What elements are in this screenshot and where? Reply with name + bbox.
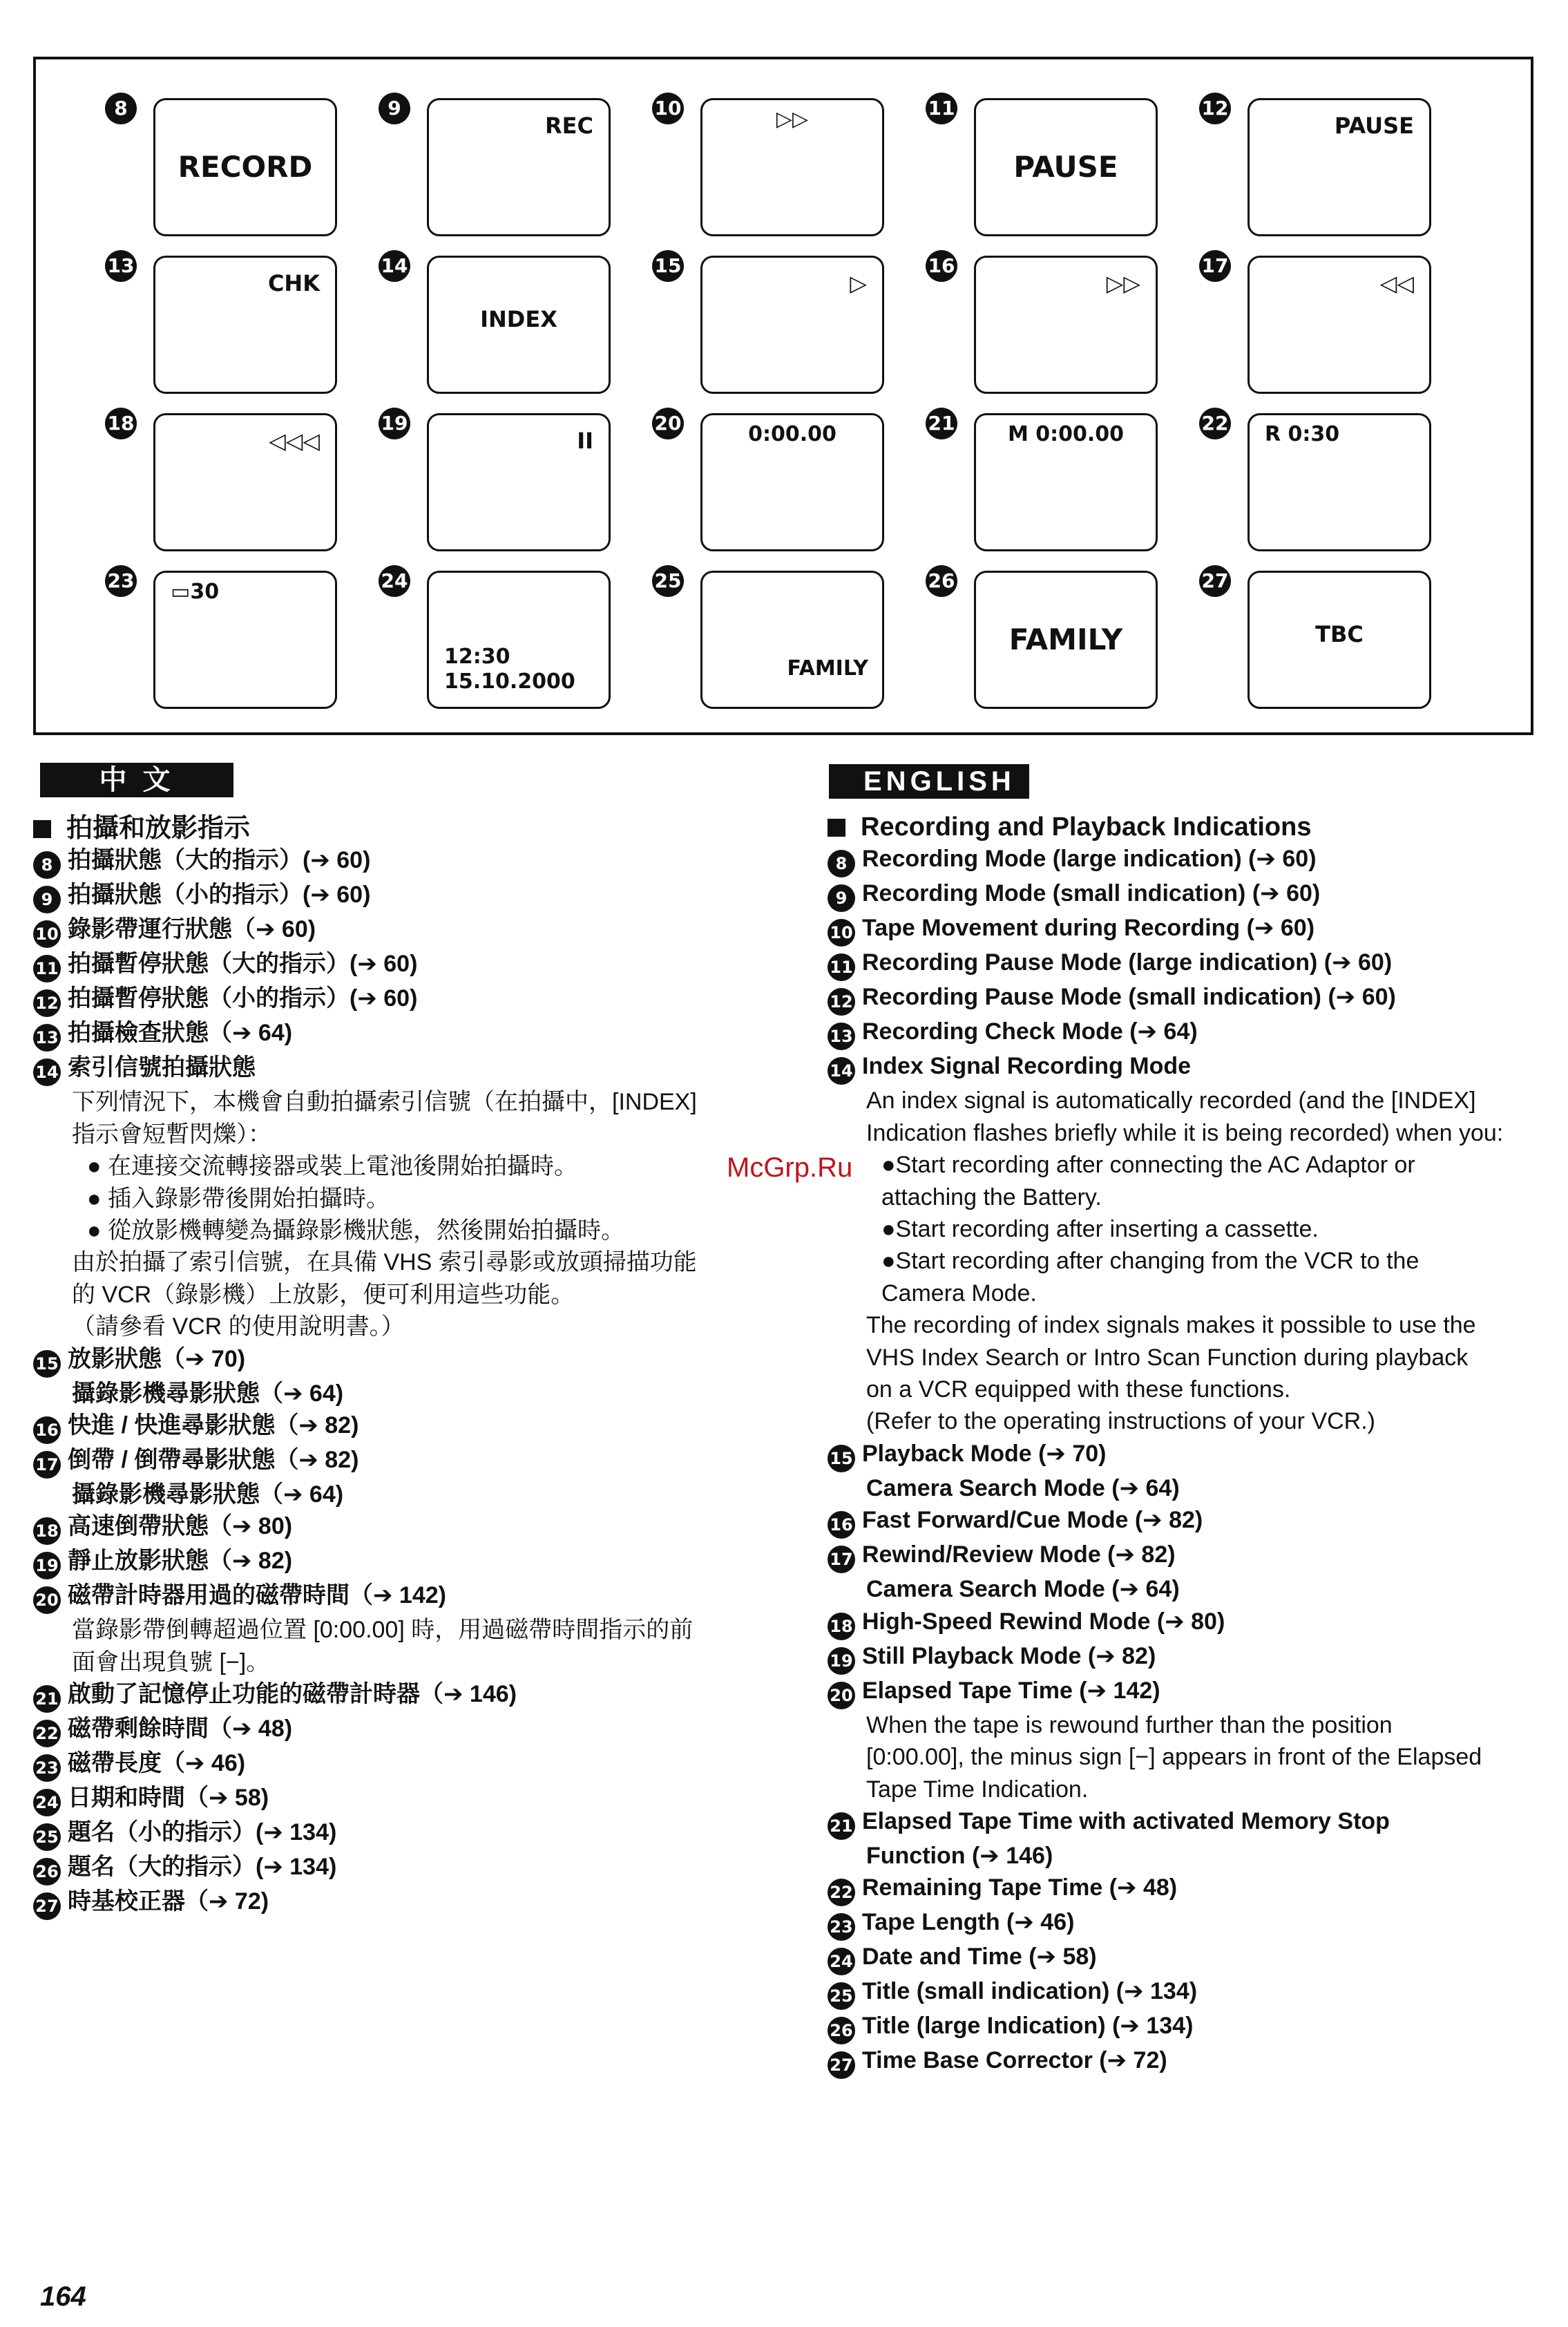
page-number: 164 <box>40 2281 86 2312</box>
indication-text: RECORD <box>178 150 313 184</box>
indication-number-badge: 19 <box>379 408 410 439</box>
item-text: 錄影帶運行狀態（➔ 60) <box>68 916 316 943</box>
viewfinder-screen <box>427 256 611 394</box>
viewfinder-screen <box>700 571 884 709</box>
indication-number-badge: 14 <box>379 250 410 282</box>
item-text: 索引信號拍攝狀態 <box>68 1054 256 1081</box>
numbered-item <box>33 1052 697 1086</box>
item-number-badge: 24 <box>33 1789 61 1816</box>
item-number-badge: 21 <box>828 1812 855 1840</box>
numbered-item <box>828 1539 1503 1573</box>
item-number-badge: 9 <box>33 886 61 913</box>
numbered-item <box>828 1050 1503 1085</box>
numbered-item <box>33 1851 697 1886</box>
item-number-badge: 24 <box>828 1948 855 1975</box>
viewfinder-screen <box>1247 413 1431 551</box>
description-line: The recording of index signals makes it possible to use the <box>866 1312 1476 1339</box>
indication-cell <box>654 379 934 538</box>
numbered-item <box>828 1438 1503 1472</box>
item-number-badge: 13 <box>828 1023 855 1050</box>
viewfinder-screen <box>974 571 1158 709</box>
watermark: McGrp.Ru <box>727 1152 853 1183</box>
description-line: An index signal is automatically recorded (and the [INDEX] <box>866 1087 1476 1114</box>
indication-number-badge: 10 <box>652 93 684 124</box>
indication-text: ▷ <box>850 270 867 296</box>
description-line: （請參看 VCR 的使用說明書。） <box>72 1313 405 1340</box>
bullet-item: ●Start recording after changing from the VCR to the <box>881 1248 1419 1275</box>
bullet-item: attaching the Battery. <box>881 1184 1102 1210</box>
description-line: 當錄影帶倒轉超過位置 [0:00.00] 時，用過磁帶時間指示的前 <box>72 1617 694 1644</box>
item-text: Playback Mode (➔ 70) <box>862 1440 1107 1467</box>
indication-number-badge: 8 <box>105 93 137 124</box>
item-number-badge: 22 <box>828 1879 855 1906</box>
numbered-item <box>33 1747 697 1782</box>
indication-number-badge: 27 <box>1199 565 1231 597</box>
indication-cell <box>1201 64 1481 222</box>
description-line: When the tape is rewound further than the position <box>866 1711 1393 1738</box>
viewfinder-screen <box>700 98 884 236</box>
numbered-item <box>33 1782 697 1816</box>
item-number-badge: 20 <box>828 1682 855 1709</box>
indication-number-badge: 11 <box>926 93 957 124</box>
numbered-item <box>33 913 697 948</box>
bullet-item: ●Start recording after connecting the AC Adaptor or <box>881 1152 1415 1179</box>
square-bullet-icon <box>828 819 845 837</box>
description-line: on a VCR equipped with these functions. <box>866 1376 1291 1403</box>
item-text: 快進 / 快進尋影狀態（➔ 82) <box>68 1412 359 1439</box>
bullet-item: Camera Mode. <box>881 1280 1037 1307</box>
item-text: Recording Check Mode (➔ 64) <box>862 1018 1198 1045</box>
indication-number-badge: 24 <box>379 565 410 597</box>
numbered-item <box>828 1016 1503 1050</box>
item-number-badge: 26 <box>828 2017 855 2044</box>
indication-cell <box>1201 536 1481 695</box>
numbered-item <box>828 1805 1503 1840</box>
numbered-item <box>828 1906 1503 1941</box>
item-text: 題名（小的指示）(➔ 134) <box>68 1819 337 1846</box>
indication-cell <box>928 64 1207 222</box>
english-section-title: Recording and Playback Indications <box>828 811 1503 843</box>
viewfinder-screen <box>700 413 884 551</box>
indication-text: ▷▷ <box>1106 270 1140 296</box>
item-text: 拍攝狀態（小的指示）(➔ 60) <box>68 882 371 909</box>
item-number-badge: 19 <box>33 1552 61 1579</box>
bullet-item: ● 在連接交流轉接器或裝上電池後開始拍攝時。 <box>87 1153 577 1180</box>
bullet-item: ● 插入錄影帶後開始拍攝時。 <box>87 1185 390 1212</box>
description-line: 面會出現負號 [−]。 <box>72 1649 270 1675</box>
numbered-item <box>33 1017 697 1052</box>
numbered-item <box>33 844 697 879</box>
indication-cell <box>107 379 387 538</box>
numbered-item <box>33 982 697 1017</box>
item-text: Title (small indication) (➔ 134) <box>862 1978 1198 2005</box>
item-text: 拍攝暫停狀態（大的指示）(➔ 60) <box>68 951 418 978</box>
numbered-item <box>828 1975 1503 2010</box>
item-number-badge: 13 <box>33 1024 61 1052</box>
indication-text: FAMILY <box>787 656 868 681</box>
numbered-item <box>828 1872 1503 1906</box>
description-line: 攝錄影機尋影狀態（➔ 64) <box>72 1481 344 1508</box>
item-text: Elapsed Tape Time with activated Memory Stop <box>862 1807 1390 1834</box>
viewfinder-screen <box>427 98 611 236</box>
chinese-section-title: 拍攝和放影指示 <box>33 813 697 844</box>
numbered-item <box>33 1409 697 1444</box>
numbered-item <box>33 1886 697 1920</box>
bullet-item: ●Start recording after inserting a cassette. <box>881 1216 1319 1243</box>
item-number-badge: 20 <box>33 1586 61 1614</box>
item-number-badge: 15 <box>33 1350 61 1378</box>
description-line: [0:00.00], the minus sign [−] appears in front of the Elapsed <box>866 1744 1482 1771</box>
indication-number-badge: 15 <box>652 250 684 282</box>
item-number-badge: 27 <box>828 2051 855 2079</box>
viewfinder-screen <box>700 256 884 394</box>
indication-number-badge: 25 <box>652 565 684 597</box>
item-text: 啟動了記憶停止功能的磁帶計時器（➔ 146) <box>68 1681 517 1708</box>
viewfinder-screen <box>427 571 611 709</box>
numbered-item <box>33 1713 697 1747</box>
item-number-badge: 18 <box>828 1613 855 1640</box>
item-text: Still Playback Mode (➔ 82) <box>862 1642 1156 1669</box>
viewfinder-screen <box>974 256 1158 394</box>
description-line: Tape Time Indication. <box>866 1776 1089 1803</box>
item-text: Fast Forward/Cue Mode (➔ 82) <box>862 1507 1203 1534</box>
numbered-item <box>33 879 697 913</box>
indication-number-badge: 17 <box>1199 250 1231 282</box>
numbered-item <box>828 912 1503 947</box>
item-number-badge: 11 <box>828 953 855 981</box>
indication-cell <box>654 536 934 695</box>
viewfinder-screen <box>974 98 1158 236</box>
indication-cell <box>654 64 934 222</box>
indication-text: 0:00.00 <box>748 422 836 446</box>
item-number-badge: 22 <box>33 1720 61 1747</box>
item-text: Time Base Corrector (➔ 72) <box>862 2047 1167 2074</box>
indication-number-badge: 16 <box>926 250 957 282</box>
indication-text: M 0:00.00 <box>1007 422 1125 446</box>
viewfinder-screen <box>1247 571 1431 709</box>
item-text: 拍攝暫停狀態（小的指示）(➔ 60) <box>68 985 418 1012</box>
item-text: Title (large Indication) (➔ 134) <box>862 2013 1194 2040</box>
item-number-badge: 10 <box>33 920 61 948</box>
numbered-item <box>828 1606 1503 1640</box>
item-number-badge: 25 <box>828 1982 855 2010</box>
indication-text: PAUSE <box>1334 113 1414 139</box>
numbered-item <box>828 981 1503 1016</box>
indication-text: CHK <box>267 270 320 296</box>
indication-number-badge: 21 <box>926 408 957 439</box>
numbered-item <box>33 1510 697 1545</box>
viewfinder-screen <box>153 98 337 236</box>
indication-text: PAUSE <box>1013 150 1118 184</box>
indication-text: TBC <box>1315 621 1364 647</box>
viewfinder-screen <box>1247 98 1431 236</box>
indication-cell <box>381 536 660 695</box>
numbered-item <box>33 1444 697 1479</box>
item-text: 靜止放影狀態（➔ 82) <box>68 1548 293 1575</box>
numbered-item <box>33 1579 697 1614</box>
item-text: Tape Movement during Recording (➔ 60) <box>862 915 1315 942</box>
viewfinder-screen <box>974 413 1158 551</box>
indication-number-badge: 12 <box>1199 93 1231 124</box>
item-number-badge: 11 <box>33 955 61 982</box>
description-line: 的 VCR（錄影機）上放影，便可利用這些功能。 <box>72 1281 575 1308</box>
square-bullet-icon <box>33 820 51 838</box>
item-number-badge: 8 <box>828 850 855 877</box>
item-number-badge: 23 <box>828 1913 855 1941</box>
item-text: 磁帶計時器用過的磁帶時間（➔ 142) <box>68 1582 446 1609</box>
item-number-badge: 8 <box>33 851 61 879</box>
indication-text: ▭30 <box>171 580 220 604</box>
indication-cell <box>384 64 660 222</box>
item-text: Recording Pause Mode (small indication) (➔ 60) <box>862 984 1396 1011</box>
indication-number-badge: 18 <box>105 408 137 439</box>
numbered-item <box>33 948 697 982</box>
indication-cell <box>107 221 387 380</box>
item-number-badge: 10 <box>828 919 855 947</box>
indication-number-badge: 20 <box>652 408 684 439</box>
item-number-badge: 19 <box>828 1647 855 1675</box>
item-text: 高速倒帶狀態（➔ 80) <box>68 1513 293 1540</box>
numbered-item <box>33 1678 697 1713</box>
numbered-item <box>828 947 1503 981</box>
item-text: 磁帶剩餘時間（➔ 48) <box>68 1716 293 1742</box>
item-number-badge: 18 <box>33 1517 61 1545</box>
item-text: Recording Mode (large indication) (➔ 60) <box>862 846 1317 873</box>
description-line: 指示會短暫閃爍）： <box>72 1121 271 1148</box>
item-text: Index Signal Recording Mode <box>862 1053 1192 1080</box>
item-text: Elapsed Tape Time (➔ 142) <box>862 1677 1160 1704</box>
indication-cell <box>381 221 660 380</box>
numbered-item <box>828 1504 1503 1539</box>
numbered-item <box>828 1675 1503 1709</box>
indication-cell <box>381 379 660 538</box>
indication-cell <box>654 221 934 380</box>
indication-cell <box>928 536 1207 695</box>
viewfinder-screen <box>153 256 337 394</box>
indication-text: FAMILY <box>1008 623 1123 656</box>
indication-text: R 0:30 <box>1265 422 1340 446</box>
indication-number-badge: 9 <box>379 93 410 124</box>
numbered-item <box>828 843 1503 877</box>
item-text: 日期和時間（➔ 58) <box>68 1785 269 1812</box>
numbered-item <box>828 2044 1503 2079</box>
numbered-item <box>33 1343 697 1378</box>
item-text: 放影狀態（➔ 70) <box>68 1345 246 1372</box>
indication-number-badge: 22 <box>1199 408 1231 439</box>
item-text: 題名（大的指示）(➔ 134) <box>68 1854 337 1881</box>
indication-cell <box>928 221 1207 380</box>
description-line: VHS Index Search or Intro Scan Function during playback <box>866 1344 1469 1371</box>
english-section-header: ENGLISH <box>829 764 1029 799</box>
item-text: 磁帶長度（➔ 46) <box>68 1750 246 1777</box>
item-number-badge: 17 <box>828 1546 855 1573</box>
viewfinder-screen <box>153 413 337 551</box>
chinese-column <box>33 813 697 1920</box>
indication-cell <box>107 536 387 695</box>
description-line: 由於拍攝了索引信號，在具備 VHS 索引尋影或放頭掃描功能 <box>72 1249 697 1276</box>
viewfinder-screen <box>153 571 337 709</box>
item-text: 拍攝檢查狀態（➔ 64) <box>68 1020 293 1047</box>
item-number-badge: 27 <box>33 1892 61 1920</box>
indication-text: ◁◁◁ <box>269 428 320 454</box>
description-line: 攝錄影機尋影狀態（➔ 64) <box>72 1380 344 1407</box>
indication-text: II <box>577 428 593 454</box>
item-text: 時基校正器（➔ 72) <box>68 1888 269 1915</box>
viewfinder-screen <box>1247 256 1431 394</box>
item-text: Tape Length (➔ 46) <box>862 1909 1075 1936</box>
description-line: Camera Search Mode (➔ 64) <box>866 1474 1180 1501</box>
item-number-badge: 26 <box>33 1858 61 1886</box>
numbered-item <box>828 1640 1503 1675</box>
indication-text: INDEX <box>480 306 557 332</box>
item-number-badge: 12 <box>828 988 855 1016</box>
item-number-badge: 16 <box>828 1511 855 1539</box>
item-number-badge: 9 <box>828 884 855 912</box>
item-number-badge: 21 <box>33 1685 61 1713</box>
item-number-badge: 17 <box>33 1451 61 1479</box>
indication-cell <box>928 379 1207 538</box>
item-number-badge: 16 <box>33 1416 61 1444</box>
viewfinder-screen <box>427 413 611 551</box>
bullet-item: ● 從放影機轉變為攝錄影機狀態，然後開始拍攝時。 <box>87 1217 624 1244</box>
indication-number-badge: 23 <box>105 565 137 597</box>
description-line: Indication flashes briefly while it is being recorded) when you: <box>866 1119 1504 1146</box>
indication-cell <box>111 64 387 222</box>
numbered-item <box>33 1816 697 1851</box>
description-line: 下列情況下，本機會自動拍攝索引信號（在拍攝中，[INDEX] <box>72 1089 697 1116</box>
indication-text: ◁◁ <box>1379 270 1414 296</box>
item-text: High-Speed Rewind Mode (➔ 80) <box>862 1608 1225 1635</box>
description-line: Camera Search Mode (➔ 64) <box>866 1576 1180 1603</box>
item-text: Recording Pause Mode (large indication) (➔ 60) <box>862 949 1393 976</box>
item-text: Remaining Tape Time (➔ 48) <box>862 1874 1178 1901</box>
description-line: Function (➔ 146) <box>866 1842 1053 1869</box>
indication-text: REC <box>545 113 593 139</box>
chinese-section-header: 中 文 <box>40 763 233 797</box>
item-number-badge: 15 <box>828 1445 855 1472</box>
indication-cell <box>1201 379 1481 538</box>
item-number-badge: 14 <box>33 1058 61 1086</box>
indication-cell <box>1201 221 1481 380</box>
item-number-badge: 23 <box>33 1754 61 1782</box>
english-column <box>828 811 1503 2079</box>
item-number-badge: 14 <box>828 1057 855 1085</box>
item-text: Date and Time (➔ 58) <box>862 1944 1097 1970</box>
item-number-badge: 25 <box>33 1823 61 1851</box>
indication-number-badge: 13 <box>105 250 137 282</box>
item-text: Recording Mode (small indication) (➔ 60) <box>862 880 1321 907</box>
item-text: Rewind/Review Mode (➔ 82) <box>862 1541 1176 1568</box>
indication-number-badge: 26 <box>926 565 957 597</box>
item-number-badge: 12 <box>33 989 61 1017</box>
numbered-item <box>828 1941 1503 1975</box>
numbered-item <box>828 877 1503 912</box>
item-text: 拍攝狀態（大的指示）(➔ 60) <box>68 847 371 874</box>
numbered-item <box>33 1545 697 1579</box>
numbered-item <box>828 2010 1503 2044</box>
indication-text: ▷▷ <box>776 107 809 131</box>
indication-text: 12:30 15.10.2000 <box>444 645 575 694</box>
item-text: 倒帶 / 倒帶尋影狀態（➔ 82) <box>68 1447 359 1474</box>
description-line: (Refer to the operating instructions of your VCR.) <box>866 1408 1375 1435</box>
